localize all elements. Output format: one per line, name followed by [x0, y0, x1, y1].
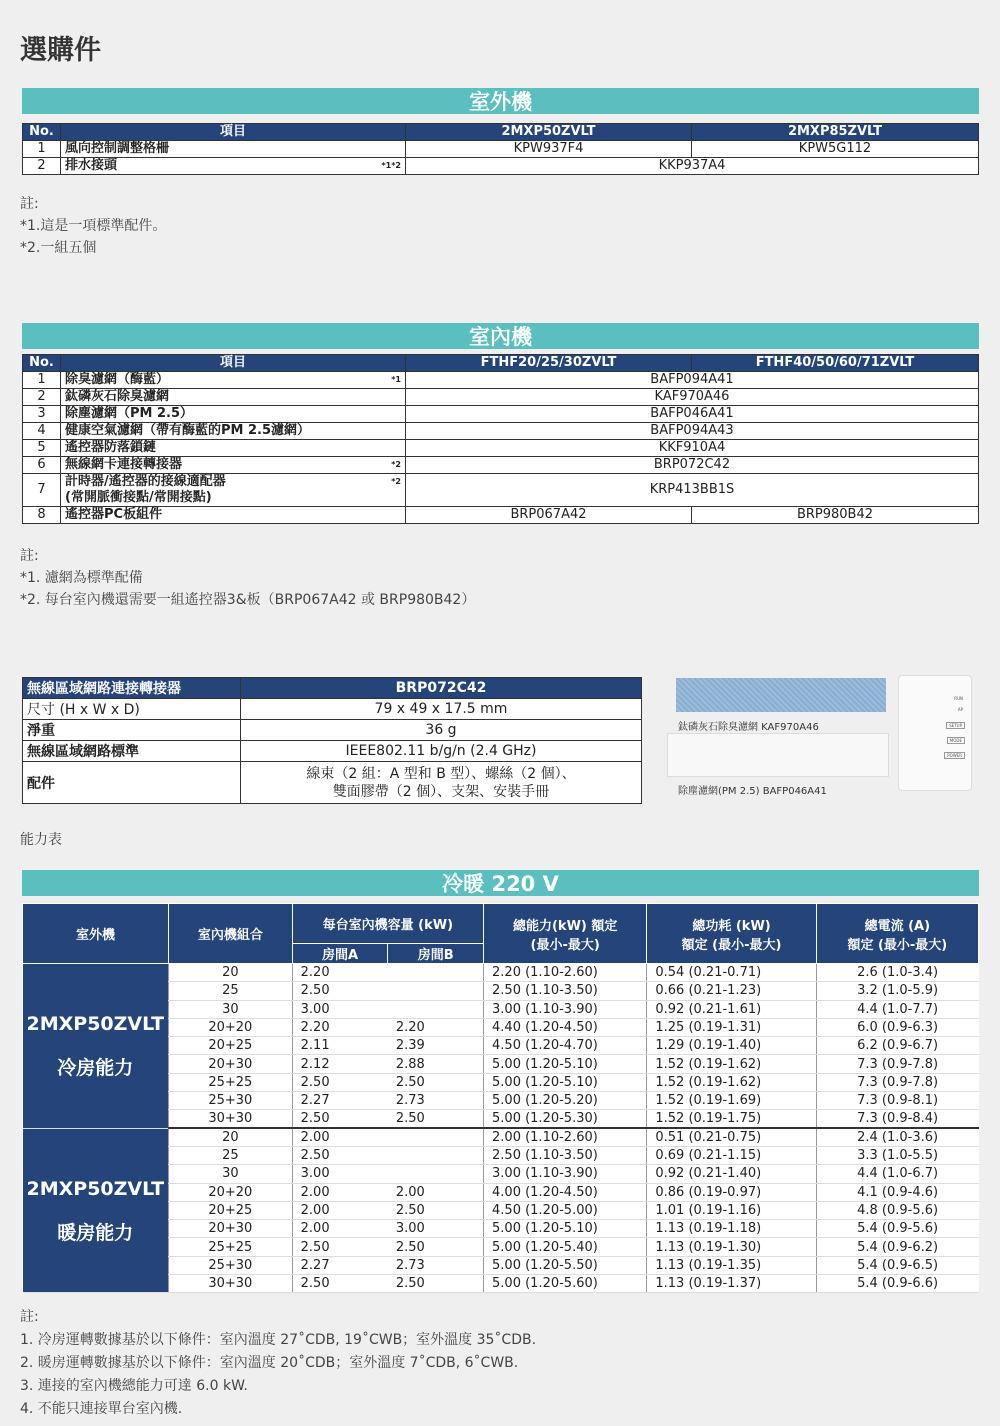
row-number: 5: [23, 440, 61, 457]
total-capacity-cell: 4.50 (1.20-4.70): [484, 1037, 647, 1055]
table-row: [23, 1128, 979, 1146]
note-line: 3. 連接的室內機總能力可達 6.0 kW.: [20, 1378, 248, 1394]
header-room-a: 房間A: [292, 944, 388, 964]
combo-cell: 30+30: [169, 1110, 293, 1128]
row-item: [61, 372, 406, 389]
room-b-cell: 2.88: [388, 1055, 484, 1073]
total-power-cell: 1.29 (0.19-1.40): [647, 1037, 816, 1055]
total-current-cell: 7.3 (0.9-8.1): [816, 1092, 978, 1110]
titanium-apatite-filter-image: [676, 678, 886, 712]
item-label: 除塵濾網（PM 2.5）: [65, 406, 194, 421]
model-code: KKP937A4: [406, 158, 979, 175]
total-capacity-cell: 4.00 (1.20-4.50): [484, 1183, 647, 1201]
spec-value: [241, 762, 642, 804]
total-power-cell: 0.92 (0.21-1.40): [647, 1165, 816, 1183]
spec-label: 尺寸 (H x W x D): [23, 699, 241, 720]
table-row: [23, 372, 979, 389]
note-line: 註:: [20, 548, 39, 564]
section-label: [23, 964, 169, 1129]
header-total-current: [816, 904, 978, 964]
row-item: [61, 423, 406, 440]
section-label: [23, 1128, 169, 1293]
row-item: [61, 141, 406, 158]
section-mode: 冷房能力: [57, 1056, 134, 1079]
section-model: 2MXP50ZVLT: [26, 1177, 165, 1200]
room-a-cell: 2.00: [292, 1201, 388, 1219]
indoor-bar: 室內機: [22, 323, 979, 349]
combo-cell: 20+30: [169, 1220, 293, 1238]
row-item: [61, 507, 406, 524]
item-label: (常開脈衝接點/常開接點): [65, 490, 212, 505]
total-current-cell: 7.3 (0.9-7.8): [816, 1073, 978, 1091]
room-a-cell: 2.00: [292, 1220, 388, 1238]
total-capacity-cell: 2.00 (1.10-2.60): [484, 1128, 647, 1146]
table-row: [23, 406, 979, 423]
row-item: [61, 474, 406, 507]
row-number: 1: [23, 141, 61, 158]
combo-cell: 25+30: [169, 1092, 293, 1110]
note-line: 4. 不能只連接單台室內機.: [20, 1401, 183, 1417]
spec-value: 79 x 49 x 17.5 mm: [241, 699, 642, 720]
spec-label: 無線區域網路連接轉接器: [23, 678, 241, 699]
capacity-bar: 冷暖 220 V: [22, 870, 979, 896]
total-power-cell: 1.13 (0.19-1.18): [647, 1220, 816, 1238]
total-power-cell: 0.51 (0.21-0.75): [647, 1128, 816, 1146]
row-item: [61, 440, 406, 457]
header-combo: 室內機組合: [169, 904, 293, 964]
table-row: [23, 158, 979, 175]
table-row: [23, 141, 979, 158]
table-row: [23, 964, 979, 982]
note-line: *2.一組五個: [20, 240, 97, 256]
total-power-cell: 1.52 (0.19-1.62): [647, 1055, 816, 1073]
room-a-cell: 2.50: [292, 1110, 388, 1128]
room-b-cell: [388, 964, 484, 982]
room-a-cell: 3.00: [292, 1165, 388, 1183]
total-capacity-cell: 5.00 (1.20-5.10): [484, 1055, 647, 1073]
header-line: 總電流 (A): [864, 918, 931, 934]
total-current-cell: 7.3 (0.9-8.4): [816, 1110, 978, 1128]
combo-cell: 25+25: [169, 1238, 293, 1256]
header-line: 總能力(kW) 額定: [512, 918, 618, 934]
row-number: 3: [23, 406, 61, 423]
table-row: [23, 474, 979, 507]
total-power-cell: 1.13 (0.19-1.30): [647, 1238, 816, 1256]
room-b-cell: 2.50: [388, 1238, 484, 1256]
row-item: [61, 406, 406, 423]
room-a-cell: 2.50: [292, 1146, 388, 1164]
room-a-cell: 3.00: [292, 1000, 388, 1018]
header-outdoor: 室外機: [23, 904, 169, 964]
row-number: 1: [23, 372, 61, 389]
room-b-cell: 2.00: [388, 1183, 484, 1201]
total-capacity-cell: 2.50 (1.10-3.50): [484, 1146, 647, 1164]
total-capacity-cell: 5.00 (1.20-5.10): [484, 1073, 647, 1091]
total-current-cell: 4.4 (1.0-6.7): [816, 1165, 978, 1183]
total-current-cell: 7.3 (0.9-7.8): [816, 1055, 978, 1073]
combo-cell: 25+25: [169, 1073, 293, 1091]
row-number: 8: [23, 507, 61, 524]
model-code: KPW937F4: [406, 141, 692, 158]
total-capacity-cell: 5.00 (1.20-5.60): [484, 1275, 647, 1293]
combo-cell: 25: [169, 982, 293, 1000]
item-label: 計時器/遙控器的接線適配器: [65, 474, 226, 489]
item-label: 除臭濾網（酶藍）: [65, 372, 170, 387]
room-b-cell: 2.73: [388, 1256, 484, 1274]
row-item: [61, 389, 406, 406]
item-label: 遙控器PC板組件: [65, 507, 163, 522]
combo-cell: 20: [169, 1128, 293, 1146]
row-number: 2: [23, 389, 61, 406]
total-current-cell: 4.1 (0.9-4.6): [816, 1183, 978, 1201]
row-number: 2: [23, 158, 61, 175]
device-label: SETUP: [946, 722, 965, 729]
total-power-cell: 0.92 (0.21-1.61): [647, 1000, 816, 1018]
model-code: BAFP094A41: [406, 372, 979, 389]
capacity-heading: 能力表: [20, 832, 62, 848]
total-capacity-cell: 4.40 (1.20-4.50): [484, 1018, 647, 1036]
total-current-cell: 5.4 (0.9-5.6): [816, 1220, 978, 1238]
table-row: [23, 457, 979, 474]
spec-value: IEEE802.11 b/g/n (2.4 GHz): [241, 741, 642, 762]
room-a-cell: 2.27: [292, 1092, 388, 1110]
total-power-cell: 1.52 (0.19-1.69): [647, 1092, 816, 1110]
total-capacity-cell: 2.50 (1.10-3.50): [484, 982, 647, 1000]
total-capacity-cell: 5.00 (1.20-5.10): [484, 1220, 647, 1238]
header-model-a: 2MXP50ZVLT: [406, 124, 692, 141]
outdoor-accessory-table: [22, 123, 979, 175]
total-capacity-cell: 5.00 (1.20-5.40): [484, 1238, 647, 1256]
model-code: KAF970A46: [406, 389, 979, 406]
combo-cell: 20+20: [169, 1183, 293, 1201]
room-b-cell: [388, 982, 484, 1000]
item-label: 風向控制調整格柵: [65, 141, 170, 156]
item-label: 排水接頭: [65, 158, 118, 173]
header-no: No.: [23, 124, 61, 141]
total-current-cell: 3.3 (1.0-5.5): [816, 1146, 978, 1164]
footnote-mark: *1*2: [381, 161, 401, 170]
spec-label: 淨重: [23, 720, 241, 741]
header-line: 額定 (最小-最大): [847, 937, 948, 953]
room-b-cell: 2.50: [388, 1073, 484, 1091]
spec-value: BRP072C42: [241, 678, 642, 699]
header-per-unit: 每台室內機容量 (kW): [292, 904, 483, 944]
room-a-cell: 2.50: [292, 982, 388, 1000]
model-code: KRP413BB1S: [406, 474, 979, 507]
total-current-cell: 4.4 (1.0-7.7): [816, 1000, 978, 1018]
total-capacity-cell: 5.00 (1.20-5.20): [484, 1092, 647, 1110]
room-b-cell: [388, 1165, 484, 1183]
note-line: *1.這是一項標準配件。: [20, 218, 167, 234]
room-b-cell: 2.50: [388, 1201, 484, 1219]
room-b-cell: 2.50: [388, 1110, 484, 1128]
room-b-cell: [388, 1000, 484, 1018]
table-row: [23, 423, 979, 440]
capacity-table: [22, 903, 979, 1293]
total-capacity-cell: 2.20 (1.10-2.60): [484, 964, 647, 982]
row-number: 7: [23, 474, 61, 507]
combo-cell: 25+30: [169, 1256, 293, 1274]
total-capacity-cell: 4.50 (1.20-5.00): [484, 1201, 647, 1219]
spec-label: 配件: [23, 762, 241, 804]
indoor-accessory-table: [22, 354, 979, 524]
total-capacity-cell: 3.00 (1.10-3.90): [484, 1000, 647, 1018]
combo-cell: 30: [169, 1000, 293, 1018]
spec-value-line: 雙面膠帶（2 個）、支架、安裝手冊: [332, 783, 550, 800]
total-power-cell: 1.52 (0.19-1.62): [647, 1073, 816, 1091]
combo-cell: 25: [169, 1146, 293, 1164]
device-label: POWER: [944, 752, 965, 759]
spec-value-line: 線束（2 組：A 型和 B 型）、螺絲（2 個）、: [306, 765, 576, 782]
model-code: KKF910A4: [406, 440, 979, 457]
room-a-cell: 2.50: [292, 1275, 388, 1293]
row-item: [61, 457, 406, 474]
outdoor-notes: [20, 193, 166, 259]
device-label: MODE: [947, 737, 965, 744]
room-b-cell: 2.20: [388, 1018, 484, 1036]
total-power-cell: 0.54 (0.21-0.71): [647, 964, 816, 982]
item-label: 健康空氣濾網（帶有酶藍的PM 2.5濾網）: [65, 423, 311, 438]
total-power-cell: 1.01 (0.19-1.16): [647, 1201, 816, 1219]
total-power-cell: 0.86 (0.19-0.97): [647, 1183, 816, 1201]
indoor-notes: [20, 545, 475, 611]
room-a-cell: 2.00: [292, 1128, 388, 1146]
total-current-cell: 5.4 (0.9-6.6): [816, 1275, 978, 1293]
note-line: 註:: [20, 196, 39, 212]
room-b-cell: 2.73: [388, 1092, 484, 1110]
item-label: 無線網卡連接轉接器: [65, 457, 183, 472]
room-b-cell: 3.00: [388, 1220, 484, 1238]
header-model-a: FTHF20/25/30ZVLT: [406, 355, 692, 372]
total-current-cell: 2.6 (1.0-3.4): [816, 964, 978, 982]
device-label: AP: [957, 707, 963, 712]
room-a-cell: 2.12: [292, 1055, 388, 1073]
spec-label: 無線區域網路標準: [23, 741, 241, 762]
note-line: *2. 每台室內機還需要一組遙控器3&板（BRP067A42 或 BRP980B42）: [20, 592, 476, 608]
room-a-cell: 2.27: [292, 1256, 388, 1274]
spec-value: 36 g: [241, 720, 642, 741]
room-a-cell: 2.20: [292, 964, 388, 982]
room-a-cell: 2.11: [292, 1037, 388, 1055]
device-label: RUN: [954, 696, 963, 701]
combo-cell: 20+30: [169, 1055, 293, 1073]
header-item: 項目: [61, 355, 406, 372]
capacity-notes: [20, 1306, 536, 1421]
room-a-cell: 2.00: [292, 1183, 388, 1201]
total-power-cell: 0.69 (0.21-1.15): [647, 1146, 816, 1164]
item-label: 遙控器防落鎖鏈: [65, 440, 157, 455]
page-title: 選購件: [20, 35, 101, 66]
item-label: 鈦磷灰石除臭濾網: [65, 389, 170, 404]
model-code: BAFP046A41: [406, 406, 979, 423]
room-b-cell: [388, 1128, 484, 1146]
room-b-cell: 2.39: [388, 1037, 484, 1055]
total-current-cell: 2.4 (1.0-3.6): [816, 1128, 978, 1146]
total-capacity-cell: 5.00 (1.20-5.30): [484, 1110, 647, 1128]
combo-cell: 30: [169, 1165, 293, 1183]
total-current-cell: 6.2 (0.9-6.7): [816, 1037, 978, 1055]
row-number: 6: [23, 457, 61, 474]
filter-caption: 鈦磷灰石除臭濾網 KAF970A46: [678, 722, 819, 733]
model-code: BRP067A42: [406, 507, 692, 524]
header-item: 項目: [61, 124, 406, 141]
total-power-cell: 1.13 (0.19-1.35): [647, 1256, 816, 1274]
room-a-cell: 2.50: [292, 1238, 388, 1256]
note-line: 2. 暖房運轉數據基於以下條件：室內溫度 20˚CDB；室外溫度 7˚CDB, 6˚CWB.: [20, 1355, 519, 1371]
model-code: KPW5G112: [692, 141, 979, 158]
header-model-b: 2MXP85ZVLT: [692, 124, 979, 141]
total-current-cell: 6.0 (0.9-6.3): [816, 1018, 978, 1036]
header-room-b: 房間B: [388, 944, 484, 964]
room-a-cell: 2.50: [292, 1073, 388, 1091]
header-line: 額定 (最小-最大): [681, 937, 782, 953]
footnote-mark: *2: [391, 477, 401, 486]
note-line: *1. 濾網為標準配備: [20, 570, 143, 586]
combo-cell: 30+30: [169, 1275, 293, 1293]
wifi-adapter-spec-table: [22, 677, 642, 804]
row-item: [61, 158, 406, 175]
pm25-filter-image: [667, 733, 889, 777]
footnote-mark: *1: [391, 375, 401, 384]
model-code: BRP072C42: [406, 457, 979, 474]
total-current-cell: 3.2 (1.0-5.9): [816, 982, 978, 1000]
filter-caption: 除塵濾網(PM 2.5) BAFP046A41: [678, 786, 827, 797]
header-total-power: [647, 904, 816, 964]
model-code: BAFP094A43: [406, 423, 979, 440]
total-capacity-cell: 3.00 (1.10-3.90): [484, 1165, 647, 1183]
header-no: No.: [23, 355, 61, 372]
total-power-cell: 1.25 (0.19-1.31): [647, 1018, 816, 1036]
table-row: [23, 440, 979, 457]
room-b-cell: [388, 1146, 484, 1164]
header-model-b: FTHF40/50/60/71ZVLT: [692, 355, 979, 372]
total-power-cell: 1.13 (0.19-1.37): [647, 1275, 816, 1293]
total-capacity-cell: 5.00 (1.20-5.50): [484, 1256, 647, 1274]
header-line: 總功耗 (kW): [692, 918, 771, 934]
room-a-cell: 2.20: [292, 1018, 388, 1036]
total-current-cell: 4.8 (0.9-5.6): [816, 1201, 978, 1219]
total-power-cell: 1.52 (0.19-1.75): [647, 1110, 816, 1128]
row-number: 4: [23, 423, 61, 440]
total-power-cell: 0.66 (0.21-1.23): [647, 982, 816, 1000]
combo-cell: 20+20: [169, 1018, 293, 1036]
room-b-cell: 2.50: [388, 1275, 484, 1293]
header-line: (最小-最大): [530, 937, 600, 953]
combo-cell: 20: [169, 964, 293, 982]
wifi-adapter-image: [898, 675, 972, 791]
section-model: 2MXP50ZVLT: [26, 1012, 165, 1035]
table-row: [23, 507, 979, 524]
table-row: [23, 389, 979, 406]
outdoor-bar: 室外機: [22, 88, 979, 114]
combo-cell: 20+25: [169, 1201, 293, 1219]
note-line: 註:: [20, 1309, 39, 1325]
total-current-cell: 5.4 (0.9-6.5): [816, 1256, 978, 1274]
total-current-cell: 5.4 (0.9-6.2): [816, 1238, 978, 1256]
section-mode: 暖房能力: [57, 1221, 134, 1244]
note-line: 1. 冷房運轉數據基於以下條件：室內溫度 27˚CDB, 19˚CWB；室外溫度 35˚CDB.: [20, 1332, 537, 1348]
footnote-mark: *2: [391, 460, 401, 469]
model-code: BRP980B42: [692, 507, 979, 524]
header-total-capacity: [484, 904, 647, 964]
combo-cell: 20+25: [169, 1037, 293, 1055]
